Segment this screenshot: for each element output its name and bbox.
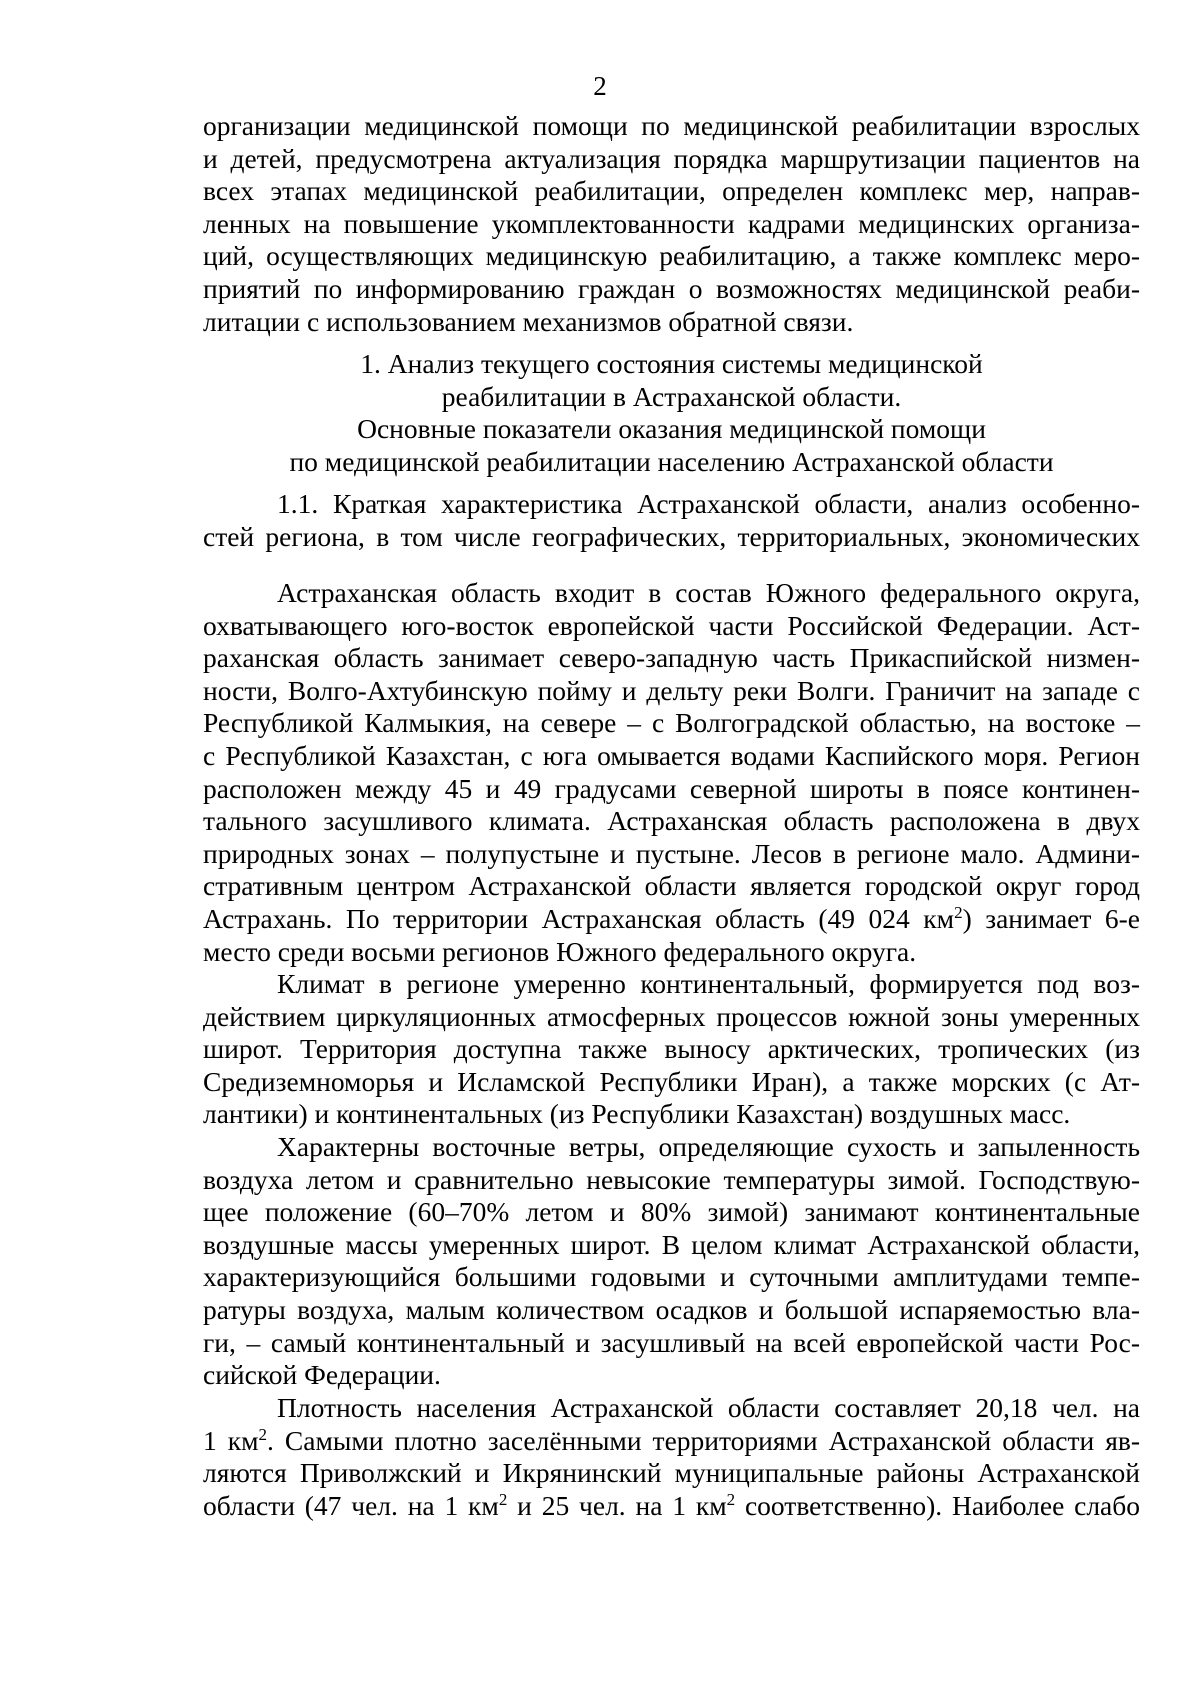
heading-line: по медицинской реабилитации населению Астраханской области: [289, 445, 1054, 477]
text-fragment: соответственно). Наиболее слабо: [735, 1489, 1141, 1521]
text-line: Средиземноморья и Исламской Республики Иран), а также морских (с Ат-: [203, 1065, 1140, 1097]
paragraph-geography: [203, 577, 1140, 968]
text-line: расположен между 45 и 49 градусами северной широты в поясе континен-: [203, 772, 1140, 804]
paragraph-climate: [203, 968, 1140, 1131]
text-line: воздушные массы умеренных широт. В целом климат Астраханской области,: [203, 1228, 1140, 1260]
text-line: Климат в регионе умеренно континентальный, формируется под воз-: [277, 968, 1140, 999]
paragraph-population: [203, 1392, 1140, 1522]
text-line: приятий по информированию граждан о возможностях медицинской реаби-: [203, 272, 1140, 304]
text-line: характеризующийся большими годовыми и суточными амплитудами темпе-: [203, 1261, 1140, 1293]
text-line: [203, 903, 1140, 936]
text-line: ги, – самый континентальный и засушливый на всей европейской части Рос-: [203, 1326, 1140, 1358]
text-fragment: Астрахань. По территории Астраханская область (49 024 км: [203, 902, 955, 934]
text-fragment: и 25 чел. на 1 км: [507, 1489, 727, 1521]
text-line: охватывающего юго-восток европейской части Российской Федерации. Аст-: [203, 609, 1140, 641]
text-line: ратуры воздуха, малым количеством осадков и большой испаряемостью вла-: [203, 1293, 1140, 1325]
text-line: ленных на повышение укомплектованности кадрами медицинских организа-: [203, 207, 1140, 239]
text-line: тального засушливого климата. Астраханская область расположена в двух: [203, 805, 1140, 837]
superscript: 2: [726, 1489, 736, 1509]
superscript: 2: [498, 1489, 508, 1509]
text-line: [203, 1490, 1140, 1523]
text-line: стративным центром Астраханской области является городской округ город: [203, 870, 1140, 902]
paragraph-winds: [203, 1131, 1140, 1392]
text-line: место среди восьми регионов Южного федерального округа.: [203, 935, 917, 967]
text-fragment: ) занимает 6-е: [962, 902, 1141, 934]
text-line: и детей, предусмотрена актуализация порядка маршрутизации пациентов на: [203, 142, 1140, 174]
text-fragment: . Самыми плотно заселёнными территориями Астраханской области яв-: [267, 1424, 1141, 1456]
heading-line: реабилитации в Астраханской области.: [441, 380, 902, 412]
text-line: Плотность населения Астраханской области составляет 20,18 чел. на: [277, 1392, 1140, 1423]
intro-paragraph: [203, 110, 1140, 338]
text-line: ций, осуществляющих медицинскую реабилитацию, а также комплекс меро-: [203, 240, 1140, 272]
text-line: сийской Федерации.: [203, 1359, 441, 1391]
subsection-heading: [203, 488, 1140, 553]
page-number: 2: [593, 71, 607, 101]
text-fragment: 1 км: [203, 1424, 259, 1456]
text-line: Астраханская область входит в состав Южного федерального округа,: [277, 577, 1140, 608]
text-line: [203, 1425, 1140, 1458]
section-heading: [203, 348, 1140, 478]
text-line: Характерны восточные ветры, определяющие сухость и запыленность: [277, 1131, 1140, 1162]
text-line: Республикой Калмыкия, на севере – с Волгоградской областью, на востоке –: [203, 707, 1140, 739]
text-line: организации медицинской помощи по медицинской реабилитации взрослых: [203, 110, 1140, 141]
text-line: ности, Волго-Ахтубинскую пойму и дельту реки Волги. Граничит на западе с: [203, 674, 1140, 706]
text-line: ляются Приволжский и Икрянинский муниципальные районы Астраханской: [203, 1457, 1140, 1489]
text-line: щее положение (60–70% летом и 80% зимой) занимают континентальные: [203, 1196, 1140, 1228]
heading-line: 1.1. Краткая характеристика Астраханской области, анализ особенно-: [277, 488, 1140, 519]
text-line: действием циркуляционных атмосферных процессов южной зоны умеренных: [203, 1000, 1140, 1032]
text-line: раханская область занимает северо-западную часть Прикаспийской низмен-: [203, 642, 1140, 674]
heading-line: Основные показатели оказания медицинской помощи: [357, 413, 986, 444]
text-line: литации с использованием механизмов обратной связи.: [203, 305, 854, 337]
text-line: с Республикой Казахстан, с юга омывается водами Каспийского моря. Регион: [203, 739, 1140, 771]
text-line: природных зонах – полупустыне и пустыне. Лесов в регионе мало. Админи-: [203, 837, 1140, 869]
heading-line: 1. Анализ текущего состояния системы медицинской: [360, 348, 983, 379]
text-line: воздуха летом и сравнительно невысокие температуры зимой. Господствую-: [203, 1163, 1140, 1195]
text-line: лантики) и континентальных (из Республики Казахстан) воздушных масс.: [203, 1098, 1071, 1130]
superscript: 2: [954, 902, 963, 922]
text-fragment: области (47 чел. на 1 км: [203, 1489, 499, 1521]
superscript: 2: [258, 1424, 268, 1444]
heading-line: стей региона, в том числе географических, территориальных, экономических: [203, 520, 1140, 552]
text-line: всех этапах медицинской реабилитации, определен комплекс мер, направ-: [203, 175, 1140, 207]
text-line: широт. Территория доступна также выносу арктических, тропических (из: [203, 1033, 1140, 1065]
